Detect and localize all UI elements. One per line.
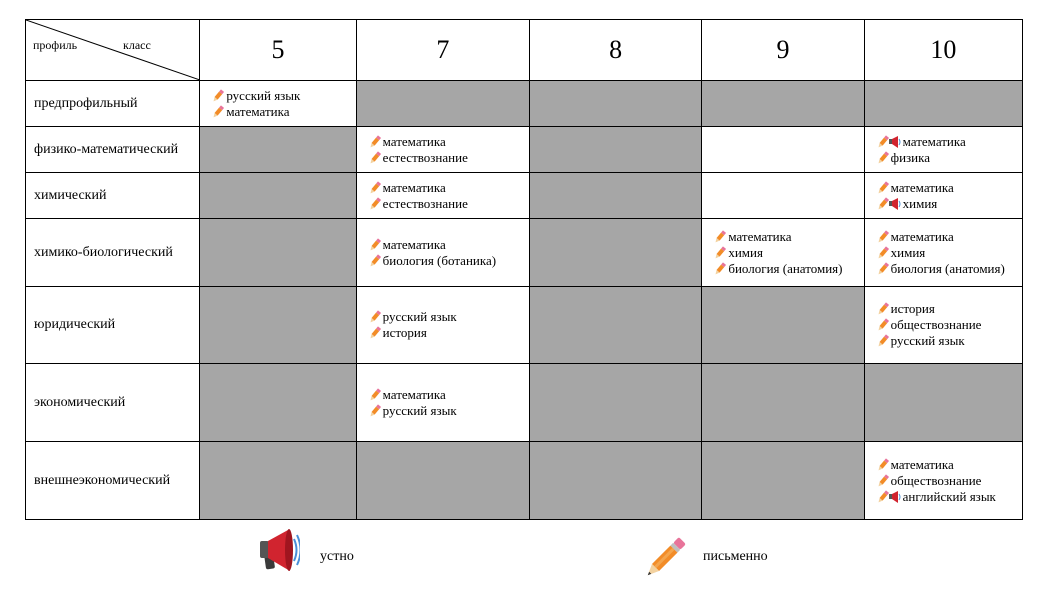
exam-format-icons	[369, 150, 381, 165]
exam-cell-grade-7	[356, 364, 529, 442]
exam-cell-grade-9	[702, 127, 864, 173]
subject-name: естествознание	[382, 195, 468, 211]
megaphone-icon	[258, 527, 300, 580]
exam-format-icons	[714, 261, 726, 276]
subject-name: обществознание	[890, 472, 982, 488]
exam-cell-grade-8	[530, 442, 702, 520]
exam-cell-grade-5	[200, 173, 356, 219]
subject-item	[877, 473, 1022, 489]
exam-format-icons	[212, 104, 224, 119]
exam-cell-grade-5	[200, 287, 356, 364]
exam-cell-grade-10	[864, 81, 1022, 127]
subject-list	[865, 180, 1022, 212]
exam-format-icons	[877, 134, 901, 149]
subject-name: история	[890, 301, 935, 316]
exam-cell-grade-7	[356, 219, 529, 287]
exam-format-icons	[369, 253, 381, 268]
subject-item	[877, 301, 1022, 317]
exam-format-icons	[369, 403, 381, 418]
subject-name: математика	[728, 228, 792, 244]
legend-written-label: письменно	[703, 549, 768, 564]
exam-cell-grade-9	[702, 364, 864, 442]
pencil-icon	[714, 230, 726, 244]
subject-item	[877, 489, 1022, 505]
subject-item	[369, 196, 529, 212]
subject-name: математика	[226, 103, 290, 119]
subject-item	[369, 150, 529, 166]
exam-cell-grade-10	[864, 364, 1022, 442]
subject-item	[714, 245, 863, 261]
exam-cell-grade-7	[356, 127, 529, 173]
pencil-icon	[369, 151, 381, 165]
exam-format-icons	[877, 457, 889, 472]
table-row	[26, 81, 1023, 127]
subject-name: русский язык	[382, 309, 457, 324]
subject-item	[877, 150, 1022, 166]
exam-cell-grade-8	[530, 364, 702, 442]
profile-column-label: профиль	[33, 38, 78, 52]
subject-name: химия	[890, 244, 926, 260]
exam-cell-grade-5	[200, 364, 356, 442]
pencil-icon	[369, 404, 381, 418]
exam-format-icons	[877, 245, 889, 260]
subject-name: биология (ботаника)	[382, 252, 497, 268]
exam-cell-grade-8	[530, 219, 702, 287]
exam-format-icons	[369, 196, 381, 211]
subject-item	[877, 196, 1022, 212]
exam-cell-grade-7	[356, 173, 529, 219]
pencil-icon	[369, 181, 381, 195]
subject-item	[369, 309, 529, 325]
subject-item	[714, 229, 863, 245]
corner-header-cell	[26, 20, 200, 81]
subject-name: математика	[382, 236, 446, 252]
profile-name-cell: экономический	[26, 364, 200, 442]
corner-header	[26, 20, 199, 80]
subject-name: математика	[890, 179, 954, 195]
pencil-icon	[877, 181, 889, 195]
pencil-icon	[369, 326, 381, 340]
exam-cell-grade-9	[702, 173, 864, 219]
pencil-icon	[877, 151, 889, 165]
pencil-icon	[369, 197, 381, 211]
pencil-icon	[877, 474, 889, 488]
subject-item	[877, 261, 1022, 277]
exam-format-icons	[369, 387, 381, 402]
subject-name: обществознание	[890, 317, 982, 332]
subject-name: химия	[902, 195, 938, 211]
subject-name: математика	[890, 228, 954, 244]
subject-item	[369, 403, 529, 419]
subject-list	[865, 457, 1022, 505]
subject-list	[357, 134, 529, 166]
exam-cell-grade-9	[702, 219, 864, 287]
exam-format-icons	[212, 88, 224, 103]
pencil-icon	[877, 262, 889, 276]
pencil-icon	[877, 197, 889, 211]
exam-cell-grade-10	[864, 127, 1022, 173]
grade-header-5: 5	[200, 20, 356, 81]
exam-cell-grade-10	[864, 173, 1022, 219]
subject-name: биология (анатомия)	[890, 260, 1005, 276]
subject-name: математика	[382, 133, 446, 149]
profile-name-cell: химический	[26, 173, 200, 219]
profile-name-cell: физико-математический	[26, 127, 200, 173]
subject-name: русский язык	[226, 87, 301, 103]
exam-format-icons	[877, 180, 889, 195]
subject-list	[865, 134, 1022, 166]
subject-item	[877, 333, 1022, 349]
megaphone-icon	[889, 490, 901, 504]
exam-format-icons	[877, 473, 889, 488]
exam-cell-grade-9	[702, 442, 864, 520]
subject-item	[369, 387, 529, 403]
table-row	[26, 442, 1023, 520]
pencil-icon	[212, 89, 224, 103]
subject-item	[877, 180, 1022, 196]
subject-name: химия	[728, 244, 763, 260]
subject-item	[877, 229, 1022, 245]
exam-cell-grade-10	[864, 442, 1022, 520]
exam-cell-grade-9	[702, 287, 864, 364]
pencil-icon	[714, 246, 726, 260]
subject-list	[357, 237, 529, 269]
pencil-icon	[877, 230, 889, 244]
subject-name: русский язык	[890, 333, 965, 348]
pencil-icon	[369, 310, 381, 324]
legend-oral-label: устно	[320, 549, 354, 564]
exam-format-icons	[877, 229, 889, 244]
pencil-icon	[877, 490, 889, 504]
exam-format-icons	[877, 150, 889, 165]
exam-cell-grade-8	[530, 81, 702, 127]
class-row-label: класс	[123, 38, 151, 52]
subject-name: физика	[890, 149, 931, 165]
subject-item	[369, 180, 529, 196]
exam-schedule-table	[25, 19, 1023, 520]
grade-header-7: 7	[356, 20, 529, 81]
grade-header-9: 9	[702, 20, 864, 81]
exam-cell-grade-7	[356, 287, 529, 364]
pencil-icon	[877, 246, 889, 260]
exam-format-icons	[369, 180, 381, 195]
exam-format-icons	[714, 245, 726, 260]
megaphone-icon	[889, 197, 901, 211]
grade-header-8: 8	[530, 20, 702, 81]
pencil-icon	[877, 302, 889, 316]
pencil-icon	[877, 135, 889, 149]
exam-format-icons	[369, 309, 381, 324]
exam-format-icons	[369, 134, 381, 149]
megaphone-icon	[889, 135, 901, 149]
exam-cell-grade-5	[200, 442, 356, 520]
exam-cell-grade-7	[356, 81, 529, 127]
subject-name: английский язык	[902, 488, 996, 504]
subject-item	[877, 134, 1022, 150]
subject-list	[200, 88, 355, 120]
exam-cell-grade-5	[200, 127, 356, 173]
exam-format-icons	[877, 196, 901, 211]
subject-item	[877, 245, 1022, 261]
subject-name: естествознание	[382, 149, 468, 165]
exam-cell-grade-5	[200, 219, 356, 287]
subject-item	[369, 237, 529, 253]
profile-name-cell: предпрофильный	[26, 81, 200, 127]
table-row	[26, 173, 1023, 219]
subject-item	[212, 88, 355, 104]
table-row	[26, 364, 1023, 442]
subject-item	[369, 134, 529, 150]
subject-list	[357, 387, 529, 419]
exam-cell-grade-7	[356, 442, 529, 520]
exam-format-icons	[877, 261, 889, 276]
pencil-icon	[369, 135, 381, 149]
subject-name: математика	[902, 133, 966, 149]
subject-item	[877, 457, 1022, 473]
subject-name: математика	[382, 179, 446, 195]
pencil-icon	[369, 238, 381, 252]
pencil-icon	[212, 105, 224, 119]
grade-header-10: 10	[864, 20, 1022, 81]
pencil-icon	[369, 388, 381, 402]
subject-item	[369, 325, 529, 341]
pencil-icon	[369, 254, 381, 268]
exam-format-icons	[714, 229, 726, 244]
exam-cell-grade-9	[702, 81, 864, 127]
pencil-icon	[877, 318, 889, 332]
subject-list	[702, 229, 863, 277]
subject-list	[357, 180, 529, 212]
pencil-icon	[877, 458, 889, 472]
subject-name: математика	[382, 386, 446, 402]
header-row	[26, 20, 1023, 81]
pencil-icon	[640, 535, 688, 588]
exam-format-icons	[877, 317, 889, 332]
subject-name: русский язык	[382, 402, 457, 418]
profile-name-cell: юридический	[26, 287, 200, 364]
exam-format-icons	[877, 489, 901, 504]
pencil-icon	[877, 334, 889, 348]
profile-name-cell: химико-биологический	[26, 219, 200, 287]
exam-cell-grade-8	[530, 287, 702, 364]
subject-list	[865, 229, 1022, 277]
subject-list	[357, 309, 529, 341]
subject-item	[369, 253, 529, 269]
subject-item	[877, 317, 1022, 333]
table-row	[26, 127, 1023, 173]
exam-format-icons	[369, 237, 381, 252]
exam-cell-grade-8	[530, 127, 702, 173]
exam-cell-grade-5	[200, 81, 356, 127]
profile-name-cell: внешнеэкономический	[26, 442, 200, 520]
table-row	[26, 287, 1023, 364]
subject-item	[714, 261, 863, 277]
subject-name: математика	[890, 456, 954, 472]
exam-format-icons	[877, 333, 889, 348]
exam-cell-grade-10	[864, 287, 1022, 364]
subject-name: биология (анатомия)	[728, 260, 843, 276]
exam-format-icons	[877, 301, 889, 316]
exam-cell-grade-8	[530, 173, 702, 219]
subject-name: история	[382, 325, 427, 340]
exam-format-icons	[369, 325, 381, 340]
subject-item	[212, 104, 355, 120]
table-row	[26, 219, 1023, 287]
pencil-icon	[714, 262, 726, 276]
subject-list	[865, 301, 1022, 349]
exam-cell-grade-10	[864, 219, 1022, 287]
